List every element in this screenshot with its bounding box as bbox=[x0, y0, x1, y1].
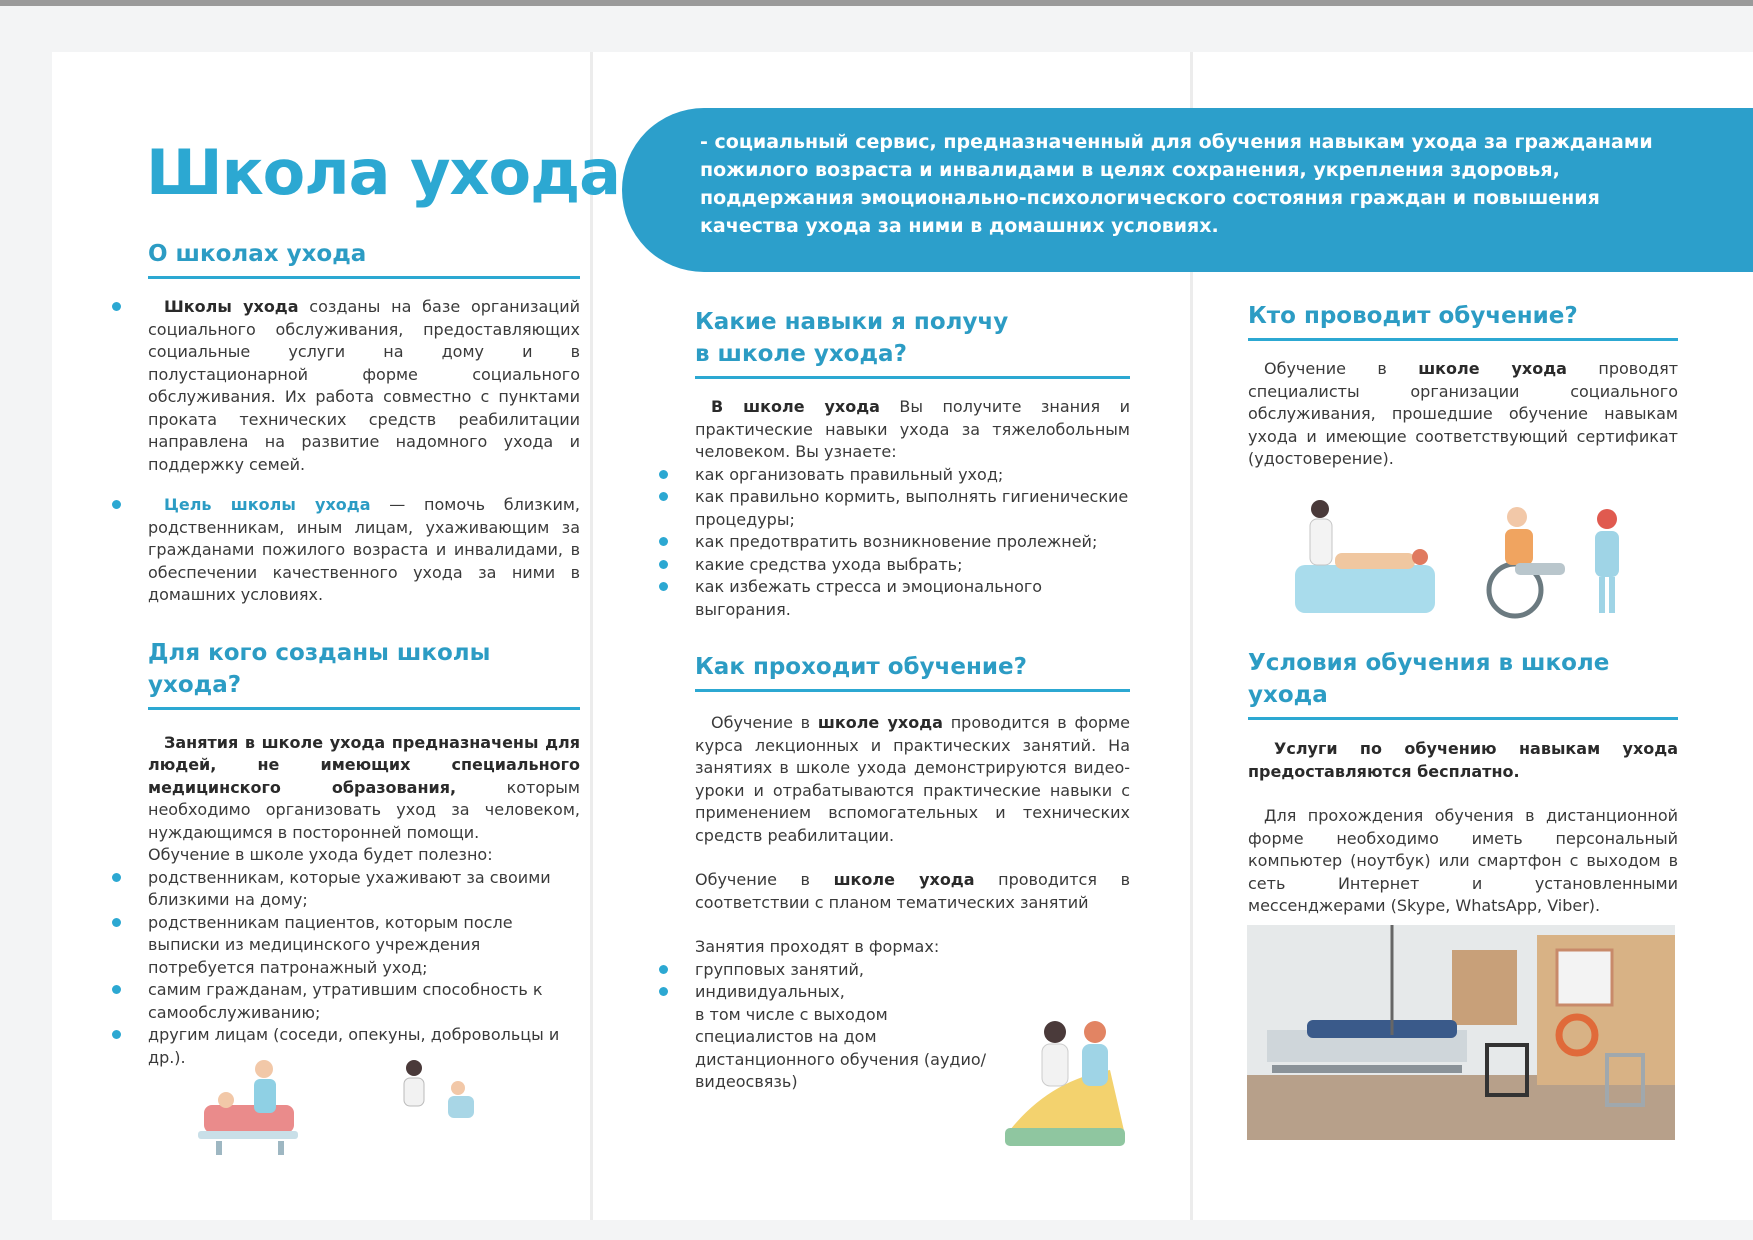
bullet-icon bbox=[659, 582, 668, 591]
who-heading: Кто проводит обучение? bbox=[1248, 303, 1578, 329]
list-item: как организовать правильный уход; bbox=[695, 464, 1130, 487]
bullet-icon bbox=[112, 302, 121, 311]
bullet-icon bbox=[659, 537, 668, 546]
list-item: как избежать стресса и эмоционального выгорания. bbox=[695, 576, 1130, 621]
list-item: групповых занятий, bbox=[695, 959, 1130, 982]
wheelchair-assistance-illustration bbox=[1475, 505, 1635, 620]
conditions-heading: Условия обучения в школе ухода bbox=[1248, 650, 1610, 708]
training-room-photo bbox=[1247, 925, 1675, 1140]
heading-rule bbox=[148, 276, 580, 279]
goal-label: Цель школы ухода bbox=[164, 495, 371, 514]
skills-bold: В школе ухода bbox=[711, 397, 880, 416]
for-whom-bold: Занятия в школе ухода предназначены для людей, не имеющих специального медицинского образования, bbox=[148, 732, 580, 797]
caregiver-bath-illustration bbox=[1290, 495, 1440, 620]
list-item: родственникам пациентов, которым после выписки из медицинского учреждения потребуется патронажный уход; bbox=[148, 912, 580, 980]
definition-banner bbox=[622, 108, 1753, 272]
bullet-icon bbox=[659, 987, 668, 996]
skills-heading: Какие навыки я получу в школе ухода? bbox=[695, 309, 1009, 367]
bullet-icon bbox=[659, 560, 668, 569]
list-item: индивидуальных, bbox=[695, 981, 1130, 1004]
bullet-icon bbox=[659, 470, 668, 479]
bullet-icon bbox=[112, 918, 121, 927]
column-conditions bbox=[1248, 647, 1678, 918]
about-bold: Школы ухода bbox=[164, 297, 299, 316]
banner-text: - социальный сервис, предназначенный для обучения навыкам ухода за гражданами пожилого возраста и инвалидами в целях сохранения, укрепления здоровья, поддержания эмоционально-психологического состояния граждан и повышения качества ухода за ними в домашних условиях. bbox=[700, 131, 1653, 237]
goal-text: — помочь близким, родственникам, иным лицам, ухаживающим за гражданами пожилого возраста и инвалидами, в обеспечении качественного ухода за ними в домашних условиях. bbox=[148, 495, 580, 604]
brochure-title: Школа ухода bbox=[146, 136, 621, 209]
heading-rule bbox=[1248, 338, 1678, 341]
column-skills: Какие навыки я получу в школе ухода? В школе ухода Вы получите знания и практические навыки ухода за тяжелобольным человеком. Вы узнаете: как организовать правильный уход; как правильно кормить, выполнять гигиенические процедуры; как предотвратить возникновение пролежней; какие средства ухода выбрать; как избежать стресса и эмоционального выгорания. Как проходит обучение? Обучение в школе ухода проводится в форме курса лекционных и практических занятий. На занятиях в школе ухода демонстрируются видео-уроки и отрабатываются практические навыки с применением вспомогательных и технических средств реабилитации. Обучение в школе ухода проводится в соответствии с планом тематических занятий Занятия проходят в формах: групповых занятий, индивидуальных, в том числе с выходом специалистов на дом дистанционного обучения (аудио/видеосвязь) bbox=[695, 306, 1130, 1094]
column-about bbox=[148, 238, 580, 1069]
caregiver-patient-illustration bbox=[1000, 1010, 1130, 1150]
forms-intro: Занятия проходят в формах: bbox=[695, 937, 940, 956]
list-item: какие средства ухода выбрать; bbox=[695, 554, 1130, 577]
skills-intro: Вы получите знания и практические навыки ухода за тяжелобольным человеком. Вы узнаете: bbox=[695, 397, 1130, 461]
about-heading: О школах ухода bbox=[148, 241, 367, 267]
list-item: родственникам, которые ухаживают за своими близкими на дому; bbox=[148, 867, 580, 912]
list-item: другим лицам (соседи, опекуны, добровольцы и др.). bbox=[148, 1024, 580, 1069]
scan-edge bbox=[0, 0, 1753, 6]
heading-rule bbox=[148, 707, 580, 710]
forms-tail: в том числе с выходом специалистов на дом дистанционного обучения (аудио/видеосвязь) bbox=[695, 1004, 987, 1091]
bullet-icon bbox=[659, 492, 668, 501]
conditions-bold: Услуги по обучению навыкам ухода предоставляются бесплатно. bbox=[1248, 739, 1678, 781]
bullet-icon bbox=[659, 965, 668, 974]
skills-list bbox=[695, 464, 1130, 622]
useful-list bbox=[148, 867, 580, 1070]
heading-rule bbox=[695, 689, 1130, 692]
column-who: Кто проводит обучение? Обучение в школе ухода проводят специалисты организации социального обслуживания, прошедшие обучение навыкам ухода и имеющие соответствующий сертификат (удостоверение). bbox=[1248, 300, 1678, 471]
list-item: как правильно кормить, выполнять гигиенические процедуры; bbox=[695, 486, 1130, 531]
list-item: как предотвратить возникновение пролежней; bbox=[695, 531, 1130, 554]
bullet-icon bbox=[112, 1030, 121, 1039]
how-heading: Как проходит обучение? bbox=[695, 654, 1027, 680]
bullet-icon bbox=[112, 873, 121, 882]
heading-rule bbox=[1248, 717, 1678, 720]
about-text: созданы на базе организаций социального обслуживания, предоставляющих социальные услуги на дому и в полустационарной форме социального обслуживания. Их работа совместно с пунктами проката технических средств реабилитации направлена на развитие надомного ухода и поддержку семей. bbox=[148, 297, 580, 474]
caregiver-child-illustration bbox=[396, 1058, 486, 1128]
useful-intro: Обучение в школе ухода будет полезно: bbox=[148, 845, 493, 864]
bullet-icon bbox=[112, 985, 121, 994]
bullet-icon bbox=[112, 500, 121, 509]
for-whom-text: которым необходимо организовать уход за человеком, нуждающимся в посторонней помощи. bbox=[148, 777, 580, 842]
forms-list bbox=[695, 959, 1130, 1004]
heading-rule bbox=[695, 376, 1130, 379]
caregiver-bed-illustration bbox=[196, 1055, 306, 1160]
fold-line bbox=[590, 52, 593, 1220]
list-item: самим гражданам, утратившим способность к самообслуживанию; bbox=[148, 979, 580, 1024]
conditions-text: Для прохождения обучения в дистанционной форме необходимо иметь персональный компьютер (ноутбук) или смартфон с выходом в сеть Интернет и установленными мессенджерами (Skype, WhatsApp, Viber). bbox=[1248, 806, 1678, 915]
for-whom-heading: Для кого созданы школы ухода? bbox=[148, 639, 491, 698]
